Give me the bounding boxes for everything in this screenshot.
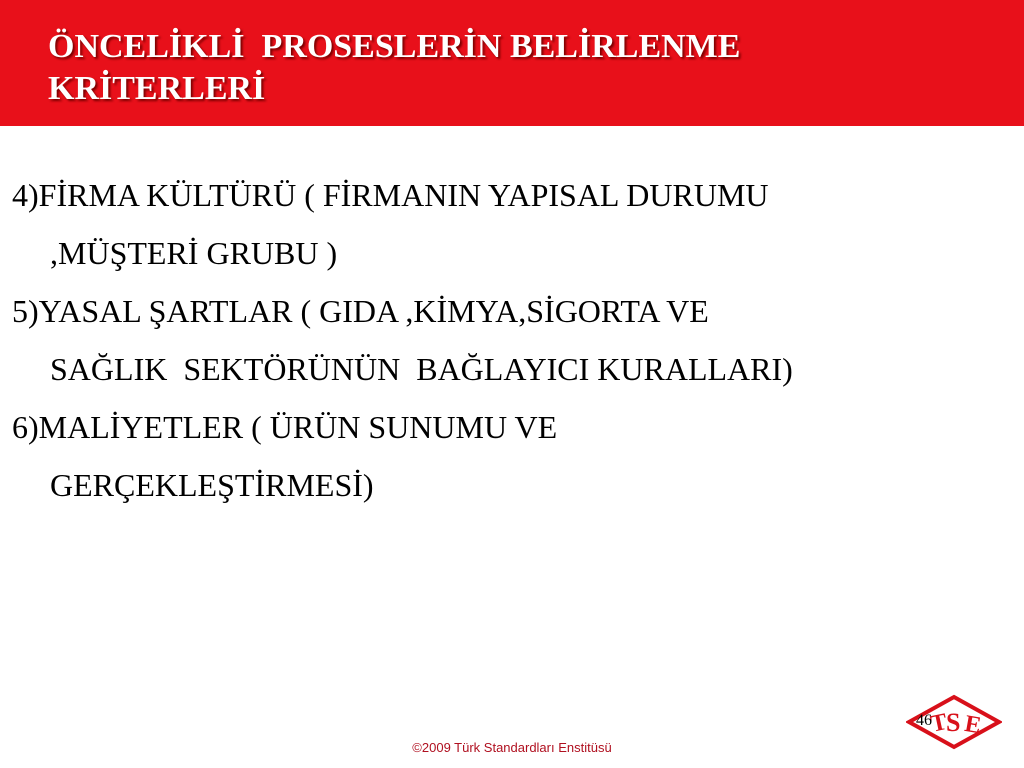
list-item-line: GERÇEKLEŞTİRMESİ) [50, 467, 374, 503]
title-bar [0, 0, 1024, 126]
list-item-line: SAĞLIK SEKTÖRÜNÜN BAĞLAYICI KURALLARI) [50, 351, 793, 387]
logo-letter-s: S [946, 708, 961, 737]
slide-title-line-1: ÖNCELİKLİ PROSESLERİN BELİRLENME [48, 28, 741, 65]
list-item [12, 166, 1002, 282]
logo-letter-t: T [928, 708, 950, 738]
slide-title-line-2: KRİTERLERİ [48, 70, 266, 107]
criteria-list [12, 166, 1002, 514]
footer-copyright: ©2009 Türk Standardları Enstitüsü [412, 740, 612, 755]
logo-letter-e: E [962, 710, 983, 740]
page-number: 46 [916, 712, 932, 729]
list-item [12, 398, 1002, 514]
slide-title [48, 26, 988, 110]
list-item-line: ,MÜŞTERİ GRUBU ) [50, 235, 338, 271]
list-item-line: 4)FİRMA KÜLTÜRÜ ( FİRMANIN YAPISAL DURUMU [12, 177, 769, 213]
list-item-line: 5)YASAL ŞARTLAR ( GIDA ,KİMYA,SİGORTA VE [12, 293, 709, 329]
list-item [12, 282, 1002, 398]
list-item-line: 6)MALİYETLER ( ÜRÜN SUNUMU VE [12, 409, 558, 445]
